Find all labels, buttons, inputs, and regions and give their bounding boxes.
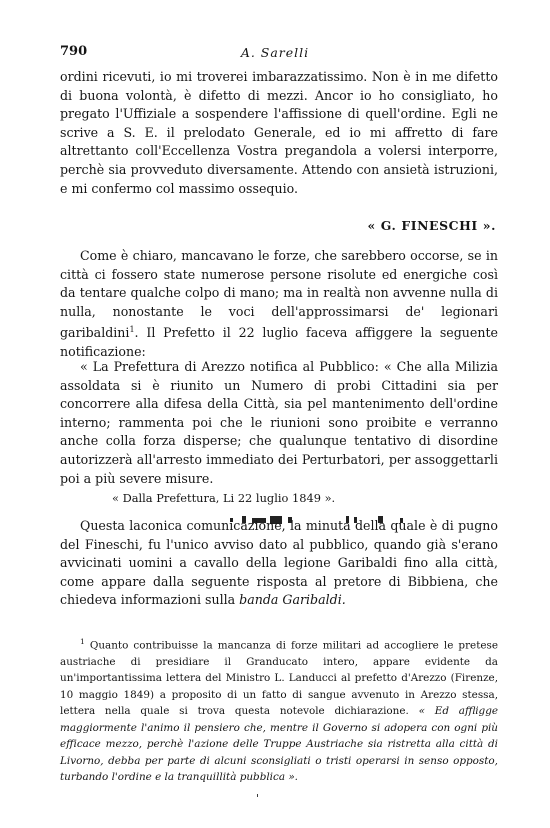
notice-quote <box>60 358 498 488</box>
letter-continuation <box>60 68 498 198</box>
paragraph-4-text: Questa laconica comunicazione, la minuta della quale è di pugno del Fineschi, fu l'unico avviso dato al pubblico, quando già s'erano avvicinati uomini a cavallo della legione Garibaldi fino alla città, come appare dalla seguente risposta al pretore di Bibbiena, che chiedeva informazioni sulla <box>60 518 498 608</box>
page-number: 790 <box>60 44 88 59</box>
paragraph-4-italic: banda Garibaldi. <box>239 592 346 608</box>
page-mark: ' <box>256 792 260 805</box>
notice-text: « La Prefettura di Arezzo notifica al Pubblico: « Che alla Milizia assoldata si è riunito un Numero di probi Cittadini sia per concorrere alla difesa della Città, sia pel mantenimento dell'ordine interno; rammenta poi che le riunioni sono proibite e verranno anche colla forza disperse; che qualunque tentativo di disordine autorizzerà all'arresto immediato dei Perturbatori, per assoggettarli poi a più severe misure. <box>60 359 498 486</box>
paragraph-2 <box>60 247 498 362</box>
footnote <box>60 634 498 786</box>
paragraph-4 <box>60 517 498 610</box>
footnote-text: Quanto contribuisse la mancanza di forze militari ad accogliere le pretese austriache di presidiare il Granducato intero, appare evidente da un'importantissima lettera del Ministro L. Landucci al prefetto d'Arezzo (Firenze, 10 maggio 1849) a proposito di un fatto di sangue avvenuto in Arezzo stessa, lettera nella quale si trova questa notevole dichiarazione. <box>60 639 498 718</box>
running-title: A. Sarelli <box>240 45 310 60</box>
signature: « G. FINESCHI ». <box>367 218 496 233</box>
footnote-marker: 1 <box>80 637 85 646</box>
paragraph-2-text-after: . Il Prefetto il 22 luglio faceva affiggere la seguente notificazione: <box>60 325 498 360</box>
footnote-italic-quote: « Ed affligge maggiormente l'animo il pensiero che, mentre il Governo si adopera con ogni più efficace mezzo, perchè l'azione delle Truppe Austriache sia ristretta alla città di Livorno, debba per parte di alcuni sconsigliati o tristi operarsi in senso opposto, turbando l'ordine e la tranquillità pubblica ». <box>60 705 498 784</box>
footnote-ref: 1 <box>129 325 135 335</box>
notice-date: « Dalla Prefettura, Li 22 luglio 1849 ». <box>112 491 336 505</box>
letter-text: ordini ricevuti, io mi troverei imbarazzatissimo. Non è in me difetto di buona volontà, è difetto di mezzi. Ancor io ho consigliato, ho pregato l'Uffiziale a sospendere l'affissione di quell'ordine. Egli ne scrive a S. E. il prelodato Generale, ed io mi affretto di fare altrettanto coll'Eccellenza Vostra pregandola a volersi interporre, perchè sia provveduto diversamente. Attendo con ansietà istruzioni, e mi confermo col massimo ossequio. <box>60 69 498 196</box>
paragraph-2-text: Come è chiaro, mancavano le forze, che sarebbero occorse, se in città ci fossero state numerose persone risolute ed energiche così da tentare qualche colpo di mano; ma in realtà non avvenne nulla di nulla, nonostante le voci dell'approssimarsi de' legionari garibaldini <box>60 248 498 341</box>
